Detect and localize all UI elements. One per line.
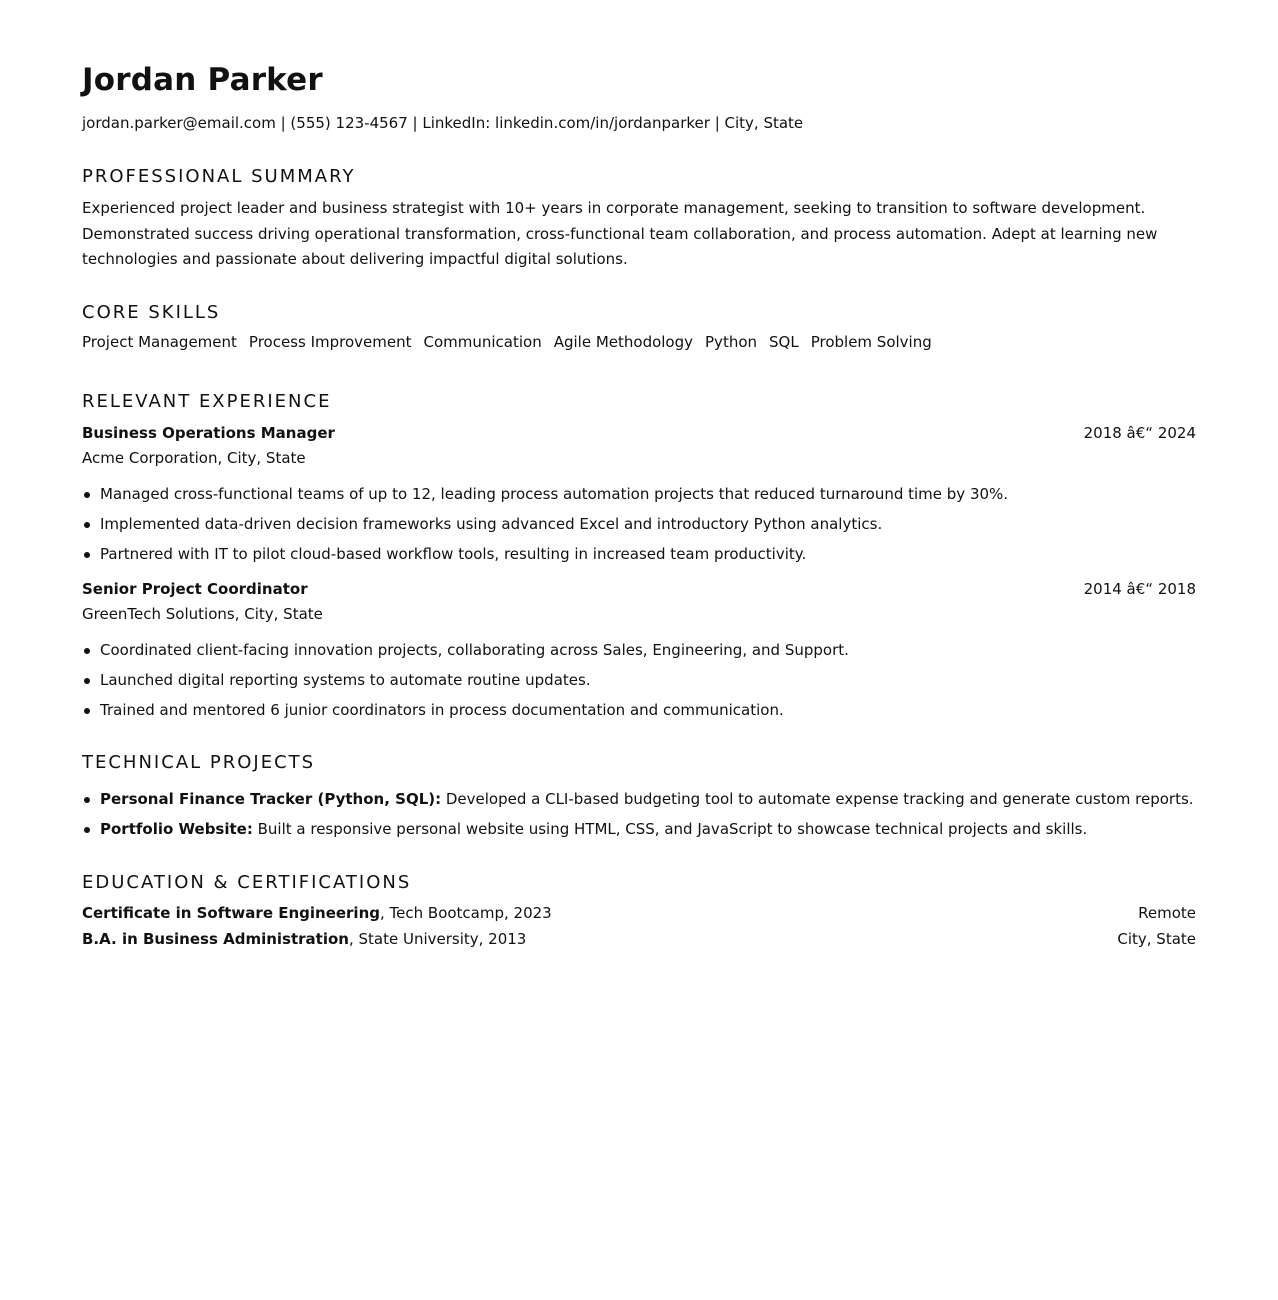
projects-heading: TECHNICAL PROJECTS (82, 752, 316, 773)
job-entry (82, 579, 1196, 720)
bullet-text: Implemented data-driven decision frameworks using advanced Excel and introductory Python analytics. (100, 515, 883, 533)
bullet-text: Launched digital reporting systems to automate routine updates. (100, 671, 591, 689)
summary-text: Experienced project leader and business strategist with 10+ years in corporate management, seeking to transition to software development. Demonstrated success driving operational transformation, cross-functional team collaboration, and process automation. Adept at learning new technologies and passionate about delivering impactful digital solutions. (82, 199, 1158, 268)
list-item (82, 700, 1196, 720)
job-entry (82, 423, 1196, 564)
job-dates: 2014 â€“ 2018 (1083, 580, 1196, 598)
education-location: Remote (1138, 904, 1196, 922)
education-detail: , Tech Bootcamp, 2023 (380, 904, 552, 922)
bullet-icon (84, 648, 90, 654)
job-title: Business Operations Manager (82, 424, 335, 442)
education-heading: EDUCATION & CERTIFICATIONS (82, 872, 412, 893)
list-item (82, 789, 1196, 809)
education-degree: Certificate in Software Engineering (82, 904, 380, 922)
education-degree: B.A. in Business Administration (82, 930, 349, 948)
bullet-text: Partnered with IT to pilot cloud-based workflow tools, resulting in increased team productivity. (100, 545, 807, 563)
projects-list (82, 789, 1196, 839)
job-dates: 2018 â€“ 2024 (1083, 424, 1196, 442)
bullet-icon (84, 708, 90, 714)
project-description: Built a responsive personal website using HTML, CSS, and JavaScript to showcase technical projects and skills. (252, 820, 1088, 838)
bullet-text: Trained and mentored 6 junior coordinators in process documentation and communication. (100, 701, 784, 719)
job-bullets (82, 484, 1196, 564)
job-bullets (82, 640, 1196, 720)
skill-item: Communication (423, 333, 542, 351)
skill-item: Process Improvement (248, 333, 412, 351)
candidate-name: Jordan Parker (82, 62, 323, 98)
bullet-text: Managed cross-functional teams of up to 12, leading process automation projects that reduced turnaround time by 30%. (100, 485, 1009, 503)
skills-heading: CORE SKILLS (82, 302, 221, 323)
summary-heading: PROFESSIONAL SUMMARY (82, 166, 356, 187)
job-title: Senior Project Coordinator (82, 580, 308, 598)
skill-item: Python (705, 333, 758, 351)
education-location: City, State (1117, 930, 1196, 948)
list-item (82, 544, 1196, 564)
skill-item: Project Management (82, 333, 237, 351)
bullet-text: Coordinated client-facing innovation projects, collaborating across Sales, Engineering, and Support. (100, 641, 849, 659)
bullet-icon (84, 522, 90, 528)
job-header (82, 423, 1196, 443)
education-item (82, 929, 1196, 949)
bullet-icon (84, 492, 90, 498)
job-header (82, 579, 1196, 599)
bullet-icon (84, 827, 90, 833)
bullet-icon (84, 552, 90, 558)
education-item (82, 903, 1196, 923)
project-name: Personal Finance Tracker (Python, SQL): (100, 790, 442, 808)
project-bullets (82, 789, 1196, 839)
bullet-icon (84, 678, 90, 684)
list-item (82, 819, 1196, 839)
bullet-icon (84, 797, 90, 803)
education-entry (82, 903, 552, 923)
education-entry (82, 929, 526, 949)
skill-item: SQL (769, 333, 799, 351)
skill-item: Problem Solving (810, 333, 932, 351)
list-item (82, 484, 1196, 504)
list-item (82, 640, 1196, 660)
skill-item: Agile Methodology (553, 333, 694, 351)
contact-line: jordan.parker@email.com | (555) 123-4567 | LinkedIn: linkedin.com/in/jordanparker | City, State (82, 114, 804, 132)
list-item (82, 514, 1196, 534)
experience-heading: RELEVANT EXPERIENCE (82, 391, 332, 412)
education-list (82, 903, 1196, 949)
education-detail: , State University, 2013 (348, 930, 527, 948)
job-company: Acme Corporation, City, State (82, 449, 306, 467)
project-description: Developed a CLI-based budgeting tool to automate expense tracking and generate custom reports. (441, 790, 1194, 808)
job-company: GreenTech Solutions, City, State (82, 605, 323, 623)
skills-list (82, 332, 932, 352)
list-item (82, 670, 1196, 690)
project-name: Portfolio Website: (100, 820, 253, 838)
